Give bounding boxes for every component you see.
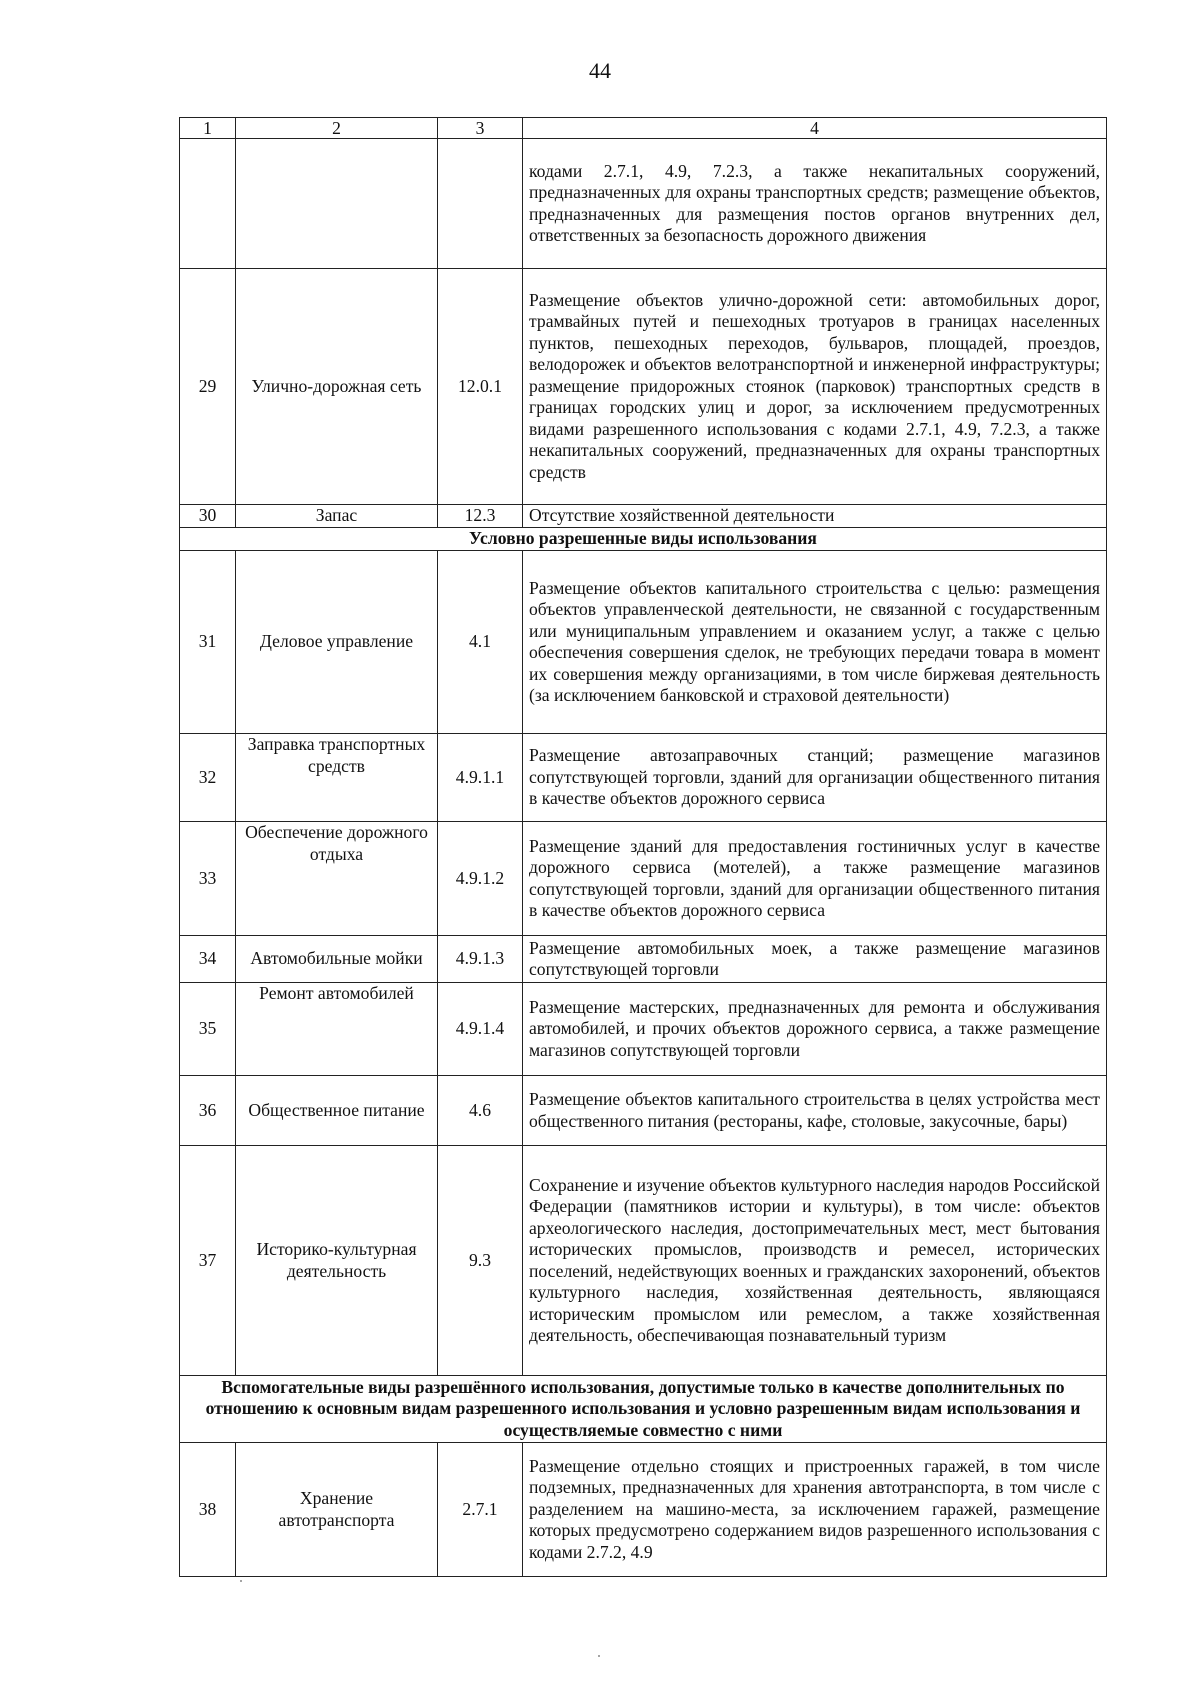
row-description: Сохранение и изучение объектов культурного наследия народов Российской Федерации (памятников истории и культуры), в том числе: объектов археологического наследия, достопримечательных мест, мест бытования исторических промыслов, производств и ремесел, исторических поселений, недействующих военных и гражданских захоронений, объектов культурного наследия, хозяйственная деятельность, являющаяся историческим промыслом или ремеслом, а также хозяйственная деятельность, обеспечивающая познавательный туризм [523, 1146, 1107, 1376]
row-code: 9.3 [438, 1146, 523, 1376]
section-heading-row [180, 1376, 1107, 1443]
row-name: Ремонт автомобилей [236, 983, 438, 1076]
row-number: 31 [180, 551, 236, 734]
row-name [236, 139, 438, 269]
table-row [180, 1076, 1107, 1146]
row-description: Размещение зданий для предоставления гостиничных услуг в качестве дорожного сервиса (мотелей), а также размещение магазинов сопутствующей торговли, зданий для организации общественного питания в качестве объектов дорожного сервиса [523, 822, 1107, 936]
page-number: 44 [589, 58, 611, 83]
table-row [180, 551, 1107, 734]
row-code [438, 139, 523, 269]
column-header: 4 [523, 118, 1107, 139]
table-row [180, 734, 1107, 822]
section-heading-auxiliary: Вспомогательные виды разрешённого использования, допустимые только в качестве дополнительных по отношению к основным видам разрешенного использования и условно разрешенным видам использования и осуществляемые совместно с ними [180, 1376, 1107, 1443]
row-number: 36 [180, 1076, 236, 1146]
row-name: Автомобильные мойки [236, 936, 438, 983]
table-row [180, 1146, 1107, 1376]
row-name: Историко-культурная деятельность [236, 1146, 438, 1376]
land-use-table [179, 117, 1107, 1577]
row-name: Улично-дорожная сеть [236, 269, 438, 505]
section-heading-conditional: Условно разрешенные виды использования [180, 528, 1107, 551]
row-number [180, 139, 236, 269]
row-number: 34 [180, 936, 236, 983]
row-description: Отсутствие хозяйственной деятельности [523, 505, 1107, 528]
table-row [180, 822, 1107, 936]
row-number: 37 [180, 1146, 236, 1376]
scan-speck [598, 1655, 600, 1657]
column-header: 1 [180, 118, 236, 139]
row-name: Запас [236, 505, 438, 528]
table-row [180, 983, 1107, 1076]
row-description: Размещение мастерских, предназначенных для ремонта и обслуживания автомобилей, и прочих объектов дорожного сервиса, а также размещение магазинов сопутствующей торговли [523, 983, 1107, 1076]
row-code: 12.0.1 [438, 269, 523, 505]
row-description: Размещение автомобильных моек, а также размещение магазинов сопутствующей торговли [523, 936, 1107, 983]
table-header-row [180, 118, 1107, 139]
row-name: Хранение автотранспорта [236, 1443, 438, 1577]
scan-speck [240, 1580, 242, 1582]
row-number: 30 [180, 505, 236, 528]
table-row-continued [180, 139, 1107, 269]
column-header: 2 [236, 118, 438, 139]
row-description: кодами 2.7.1, 4.9, 7.2.3, а также некапитальных сооружений, предназначенных для охраны транспортных средств; размещение объектов, предназначенных для размещения постов органов внутренних дел, ответственных за безопасность дорожного движения [523, 139, 1107, 269]
row-description: Размещение автозаправочных станций; размещение магазинов сопутствующей торговли, зданий для организации общественного питания в качестве объектов дорожного сервиса [523, 734, 1107, 822]
table-row [180, 269, 1107, 505]
row-code: 4.9.1.1 [438, 734, 523, 822]
row-name: Заправка транспортных средств [236, 734, 438, 822]
row-number: 29 [180, 269, 236, 505]
row-description: Размещение отдельно стоящих и пристроенных гаражей, в том числе подземных, предназначенных для хранения автотранспорта, в том числе с разделением на машино-места, за исключением гаражей, размещение которых предусмотрено содержанием видов разрешенного использования с кодами 2.7.2, 4.9 [523, 1443, 1107, 1577]
section-heading-row [180, 528, 1107, 551]
row-number: 38 [180, 1443, 236, 1577]
row-name: Общественное питание [236, 1076, 438, 1146]
row-description: Размещение объектов капитального строительства в целях устройства мест общественного питания (рестораны, кафе, столовые, закусочные, бары) [523, 1076, 1107, 1146]
row-code: 4.1 [438, 551, 523, 734]
row-code: 4.9.1.2 [438, 822, 523, 936]
table-row [180, 936, 1107, 983]
row-code: 4.9.1.4 [438, 983, 523, 1076]
row-code: 12.3 [438, 505, 523, 528]
table-row [180, 505, 1107, 528]
row-code: 4.6 [438, 1076, 523, 1146]
row-number: 33 [180, 822, 236, 936]
row-description: Размещение объектов улично-дорожной сети: автомобильных дорог, трамвайных путей и пешеходных тротуаров в границах населенных пунктов, пешеходных переходов, бульваров, площадей, проездов, велодорожек и объектов велотранспортной и инженерной инфраструктуры; размещение придорожных стоянок (парковок) транспортных средств в границах городских улиц и дорог, за исключением предусмотренных видами разрешенного использования с кодами 2.7.1, 4.9, 7.2.3, а также некапитальных сооружений, предназначенных для охраны транспортных средств [523, 269, 1107, 505]
row-description: Размещение объектов капитального строительства с целью: размещения объектов управленческой деятельности, не связанной с государственным или муниципальным управлением и оказанием услуг, а также с целью обеспечения совершения сделок, не требующих передачи товара в момент их совершения между организациями, в том числе биржевая деятельность (за исключением банковской и страховой деятельности) [523, 551, 1107, 734]
row-code: 2.7.1 [438, 1443, 523, 1577]
row-number: 32 [180, 734, 236, 822]
row-code: 4.9.1.3 [438, 936, 523, 983]
row-number: 35 [180, 983, 236, 1076]
row-name: Обеспечение дорожного отдыха [236, 822, 438, 936]
column-header: 3 [438, 118, 523, 139]
row-name: Деловое управление [236, 551, 438, 734]
table-row [180, 1443, 1107, 1577]
